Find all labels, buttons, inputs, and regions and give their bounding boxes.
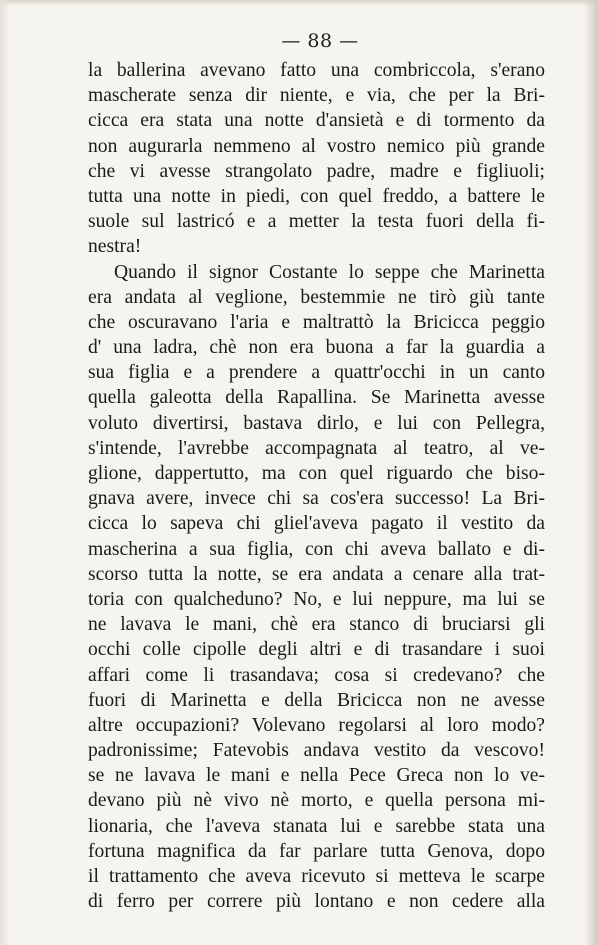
paragraph-start-line: Quando il signor Costante lo seppe che Marinetta <box>114 261 545 283</box>
text-line: fuori di Marinetta e della Bricicca non ne avesse <box>88 689 545 711</box>
page-body-text <box>88 58 545 914</box>
text-line: che oscuravano l'aria e maltrattò la Bricicca peggio <box>88 311 545 333</box>
text-line: devano più nè vivo nè morto, e quella persona mi- <box>88 790 545 812</box>
page-number: — 88 — <box>281 30 359 52</box>
text-line: glione, dappertutto, ma con quel riguardo che biso- <box>88 463 545 484</box>
text-line: sua figlia e a prendere a quattr'occhi in un canto <box>88 362 545 384</box>
text-line: toria con qualcheduno? No, e lui neppure, ma lui se <box>88 588 545 610</box>
text-line: quella galeotta della Rapallina. Se Marinetta avesse <box>88 387 545 409</box>
text-line: gnava avere, invece chi sa cos'era successo! La Bri- <box>88 488 545 510</box>
text-line: voluto divertirsi, bastava dirlo, e lui con Pellegra, <box>88 412 545 434</box>
text-line: scorso tutta la notte, se era andata a cenare alla trat- <box>88 563 545 585</box>
text-line: s'intende, l'avrebbe accompagnata al teatro, al ve- <box>88 437 545 459</box>
text-line: se ne lavava le mani e nella Pece Greca non lo ve- <box>88 765 545 787</box>
text-line: altre occupazioni? Volevano regolarsi al loro modo? <box>88 714 545 736</box>
text-line: cicca lo sapeva chi gliel'aveva pagato il vestito da <box>88 513 545 535</box>
text-line: mascherate senza dir niente, e via, che per la Bri- <box>88 85 545 107</box>
text-line: non augurarla nemmeno al vostro nemico più grande <box>88 135 545 157</box>
text-line: ne lavava le mani, chè era stanco di bruciarsi gli <box>88 614 545 636</box>
page-right-shadow <box>584 0 598 945</box>
text-line: cicca era stata una notte d'ansietà e di tormento da <box>88 110 545 132</box>
page-left-shadow <box>0 0 10 945</box>
text-line: mascherina a sua figlia, con chi aveva ballato e di- <box>88 538 545 560</box>
text-line: era andata al veglione, bestemmie ne tirò giù tante <box>88 286 545 308</box>
text-line: padronissime; Fatevobis andava vestito da vescovo! <box>88 740 545 762</box>
text-line: suole sul lastricó e a metter la testa fuori della fi- <box>88 211 545 233</box>
text-line: lionaria, che l'aveva stanata lui e sarebbe stata una <box>88 815 545 837</box>
text-line: tutta una notte in piedi, con quel freddo, a battere le <box>88 185 545 207</box>
paragraph-end-line: nestra! <box>88 236 142 258</box>
text-line: di ferro per correre più lontano e non cedere alla <box>88 891 545 913</box>
text-line: che vi avesse strangolato padre, madre e figliuoli; <box>88 160 545 182</box>
text-line: il trattamento che aveva ricevuto si metteva le scarpe <box>88 866 545 887</box>
text-line: fortuna magnifica da far parlare tutta Genova, dopo <box>88 840 545 862</box>
text-line: occhi colle cipolle degli altri e di trasandare i suoi <box>88 639 545 661</box>
page-top-shadow <box>0 0 598 6</box>
text-line: d' una ladra, chè non era buona a far la guardia a <box>88 337 545 359</box>
text-line: la ballerina avevano fatto una combriccola, s'erano <box>88 60 545 81</box>
text-line: affari come li trasandava; cosa si credevano? che <box>88 664 545 686</box>
